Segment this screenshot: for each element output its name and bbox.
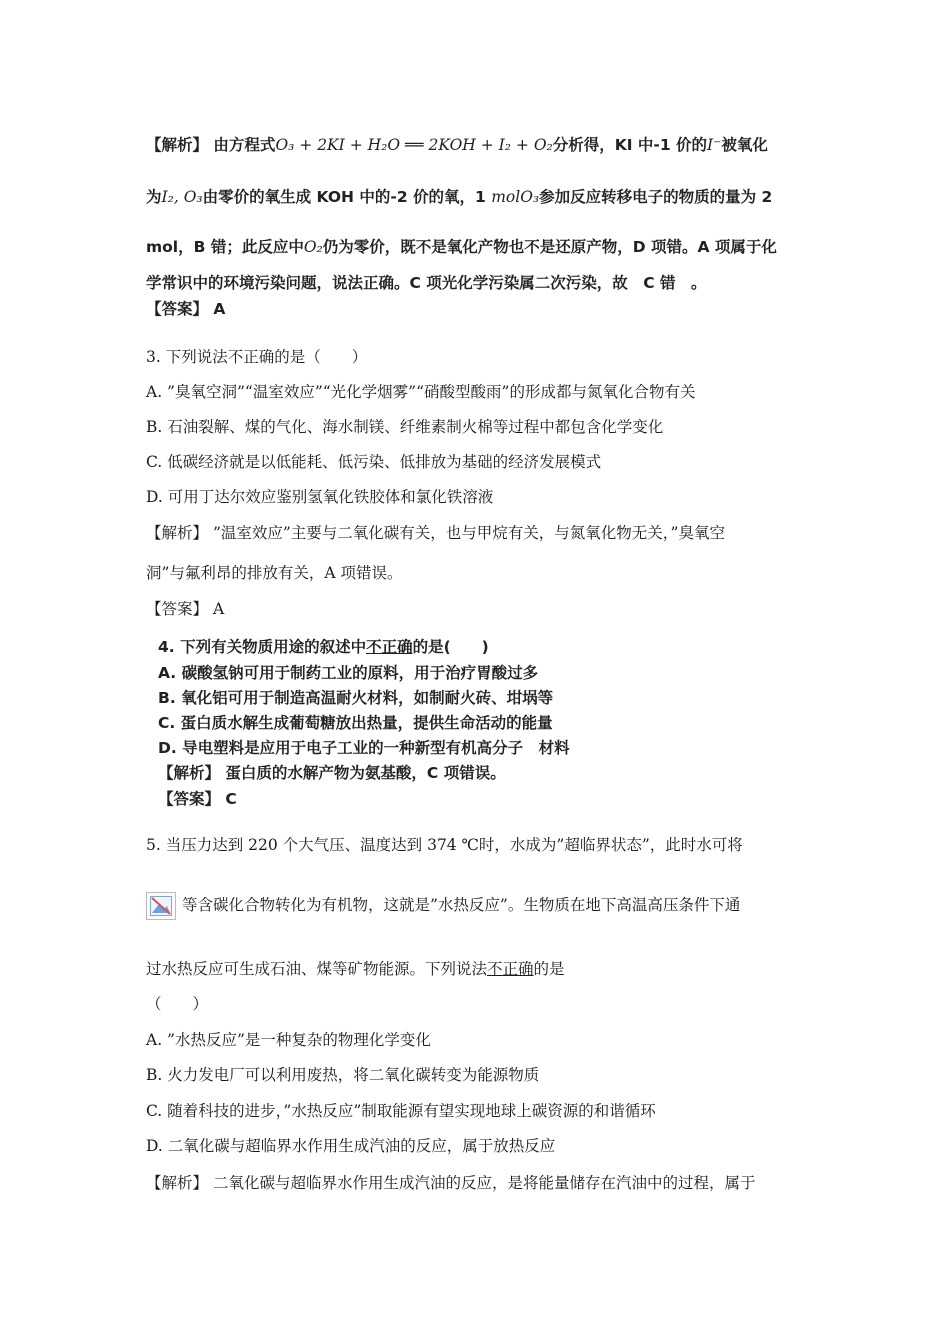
- q2-answer: [146, 298, 225, 320]
- q3-option-c: C. 低碳经济就是以低能耗、低污染、低排放为基础的经济发展模式: [146, 453, 602, 471]
- q5-option-a: A. ”水热反应”是一种复杂的物理化学变化: [146, 1031, 431, 1049]
- analysis-text: ”温室效应”主要与二氧化碳有关，也与甲烷有关，与氮氧化物无关，”臭氧空: [212, 524, 725, 542]
- q4-answer: [158, 788, 237, 810]
- stem-text: 4. 下列有关物质用途的叙述中: [158, 638, 367, 656]
- q3-analysis-line-2: 洞”与氟利昂的排放有关，A 项错误。: [146, 564, 403, 582]
- answer-value: A: [212, 600, 225, 618]
- q4-option-b: B. 氧化铝可用于制造高温耐火材料，如制耐火砖、坩埚等: [158, 689, 554, 707]
- q3-answer: [146, 598, 224, 620]
- analysis-text: 仍为零价，既不是氧化产物也不是还原产物，D 项错。A 项属于化: [322, 238, 777, 256]
- q2-analysis-line-2: [146, 186, 772, 208]
- answer-value: A: [213, 300, 226, 318]
- q4-stem: [158, 636, 489, 658]
- analysis-text: 分析得，KI 中-1 价的: [552, 136, 708, 154]
- q5-stem-line-2: [146, 892, 740, 920]
- stem-underlined: 不正确: [366, 638, 413, 656]
- answer-value: C: [225, 790, 237, 808]
- formula-i2-o3: I₂, O₃: [161, 188, 203, 206]
- q4-option-a: A. 碳酸氢钠可用于制药工业的原料，用于治疗胃酸过多: [158, 664, 539, 682]
- q5-option-b: B. 火力发电厂可以利用废热，将二氧化碳转变为能源物质: [146, 1066, 540, 1084]
- q4-analysis: [158, 762, 506, 784]
- q4-option-c: C. 蛋白质水解生成葡萄糖放出热量，提供生命活动的能量: [158, 714, 553, 732]
- stem-text: 的是( ): [412, 638, 489, 656]
- analysis-label: 【解析】: [146, 136, 209, 154]
- equation: O₃ + 2KI + H₂O ══ 2KOH + I₂ + O₂: [275, 136, 553, 154]
- q5-stem-line-3: [146, 958, 565, 980]
- stem-text: 等含碳化合物转化为有机物，这就是”水热反应”。生物质在地下高温高压条件下通: [182, 896, 741, 914]
- formula-o2: O₂: [303, 238, 323, 256]
- iodide-ion: I⁻: [707, 136, 722, 154]
- q2-analysis-line-1: [146, 134, 768, 156]
- analysis-text: 二氧化碳与超临界水作用生成汽油的反应，是将能量储存在汽油中的过程，属于: [212, 1174, 756, 1192]
- analysis-text: 由零价的氧生成 KOH 中的-2 价的氧，1: [202, 188, 486, 206]
- q3-option-a: A. ”臭氧空洞”“温室效应”“光化学烟雾”“硝酸型酸雨”的形成都与氮氧化合物有关: [146, 383, 696, 401]
- q3-option-d: D. 可用丁达尔效应鉴别氢氧化铁胶体和氯化铁溶液: [146, 488, 494, 506]
- q5-paren: （ ）: [146, 995, 209, 1013]
- broken-image-icon: [146, 892, 176, 920]
- analysis-label: 【解析】: [146, 524, 209, 542]
- analysis-text: 由方程式: [213, 136, 276, 154]
- analysis-text: 被氧化: [721, 136, 768, 154]
- analysis-text: 为: [146, 188, 162, 206]
- q2-analysis-line-4: 学常识中的环境污染问题，说法正确。C 项光化学污染属二次污染，故 C 错 。: [146, 274, 707, 292]
- stem-underlined: 不正确: [487, 960, 534, 978]
- analysis-label: 【解析】: [146, 1174, 209, 1192]
- answer-label: 【答案】: [146, 600, 209, 618]
- q3-analysis-line-1: [146, 522, 725, 544]
- q4-option-d: D. 导电塑料是应用于电子工业的一种新型有机高分子 材料: [158, 739, 570, 757]
- q3-stem: 3. 下列说法不正确的是（ ）: [146, 348, 368, 366]
- analysis-text: 蛋白质的水解产物为氨基酸，C 项错误。: [225, 764, 506, 782]
- q2-analysis-line-3: [146, 236, 777, 258]
- stem-text: 过水热反应可生成石油、煤等矿物能源。下列说法: [146, 960, 488, 978]
- answer-label: 【答案】: [158, 790, 221, 808]
- q5-option-c: C. 随着科技的进步，”水热反应”制取能源有望实现地球上碳资源的和谐循环: [146, 1102, 656, 1120]
- answer-label: 【答案】: [146, 300, 209, 318]
- q5-stem-line-1: 5. 当压力达到 220 个大气压、温度达到 374 ℃时，水成为”超临界状态”，此时水可将: [146, 836, 743, 854]
- stem-text: 的是: [533, 960, 565, 978]
- analysis-text: mol，B 错；此反应中: [146, 238, 304, 256]
- analysis-label: 【解析】: [158, 764, 221, 782]
- q5-option-d: D. 二氧化碳与超临界水作用生成汽油的反应，属于放热反应: [146, 1137, 556, 1155]
- formula-mol-o3: molO₃: [491, 188, 540, 206]
- analysis-text: 参加反应转移电子的物质的量为 2: [539, 188, 773, 206]
- q5-analysis: [146, 1172, 755, 1194]
- q3-option-b: B. 石油裂解、煤的气化、海水制镁、纤维素制火棉等过程中都包含化学变化: [146, 418, 664, 436]
